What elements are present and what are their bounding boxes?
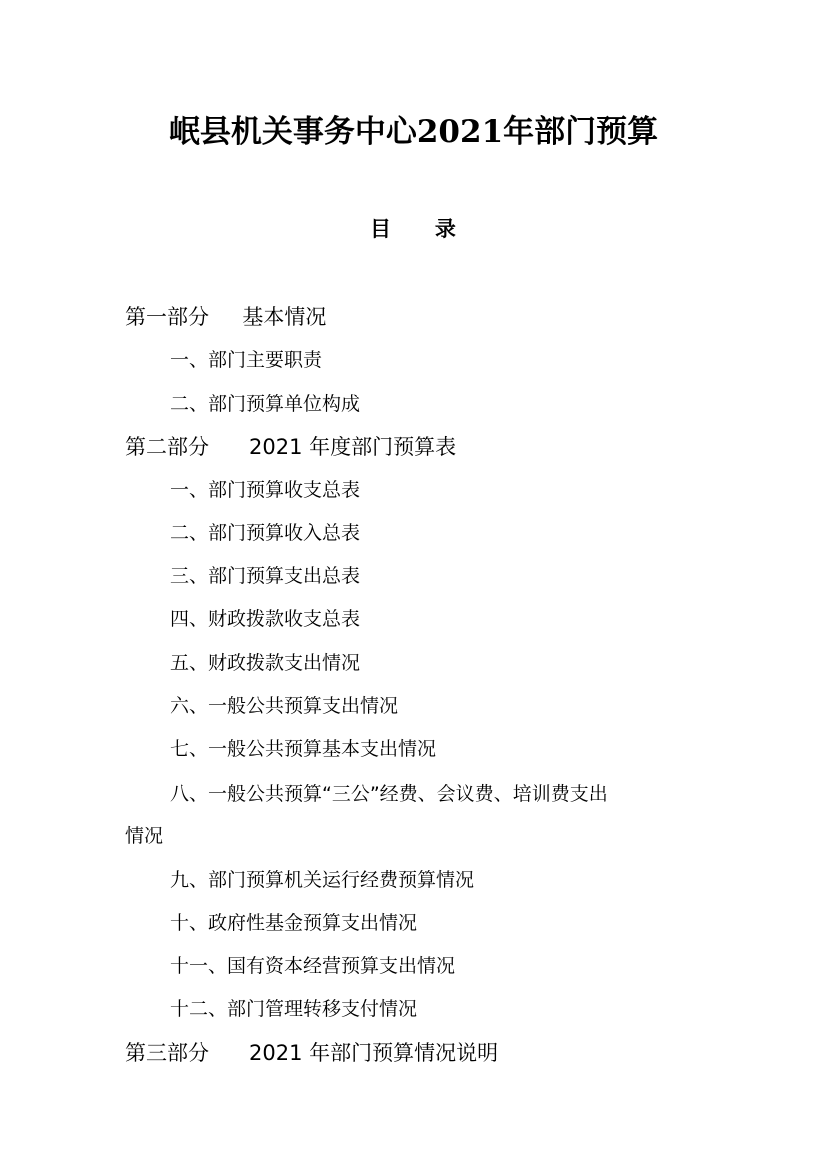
toc-item: 十、政府性基金预算支出情况 <box>170 912 418 934</box>
toc-item: 五、财政拨款支出情况 <box>170 652 361 674</box>
toc-item-continuation: 情况 <box>125 825 164 847</box>
toc-item: 九、部门预算机关运行经费预算情况 <box>170 869 475 891</box>
document-title: 岷县机关事务中心2021年部门预算 <box>168 114 659 150</box>
toc-item: 四、财政拨款收支总表 <box>170 608 361 630</box>
toc-item: 八、一般公共预算“三公”经费、会议费、培训费支出 <box>170 783 608 805</box>
toc-item: 六、一般公共预算支出情况 <box>170 695 399 717</box>
toc-heading: 目 录 <box>370 217 456 241</box>
toc-item: 二、部门预算收入总表 <box>170 522 361 544</box>
toc-item: 十一、国有资本经营预算支出情况 <box>170 955 456 977</box>
toc-item: 一、部门主要职责 <box>170 349 323 371</box>
toc-item: 三、部门预算支出总表 <box>170 565 361 587</box>
toc-item: 十二、部门管理转移支付情况 <box>170 998 418 1020</box>
toc-item: 二、部门预算单位构成 <box>170 393 361 415</box>
toc-part-2: 第二部分 2021 年度部门预算表 <box>125 435 457 459</box>
toc-part-1: 第一部分 基本情况 <box>125 305 327 329</box>
toc-item: 一、部门预算收支总表 <box>170 479 361 501</box>
toc-item: 七、一般公共预算基本支出情况 <box>170 738 437 760</box>
toc-part-3: 第三部分 2021 年部门预算情况说明 <box>125 1041 499 1065</box>
